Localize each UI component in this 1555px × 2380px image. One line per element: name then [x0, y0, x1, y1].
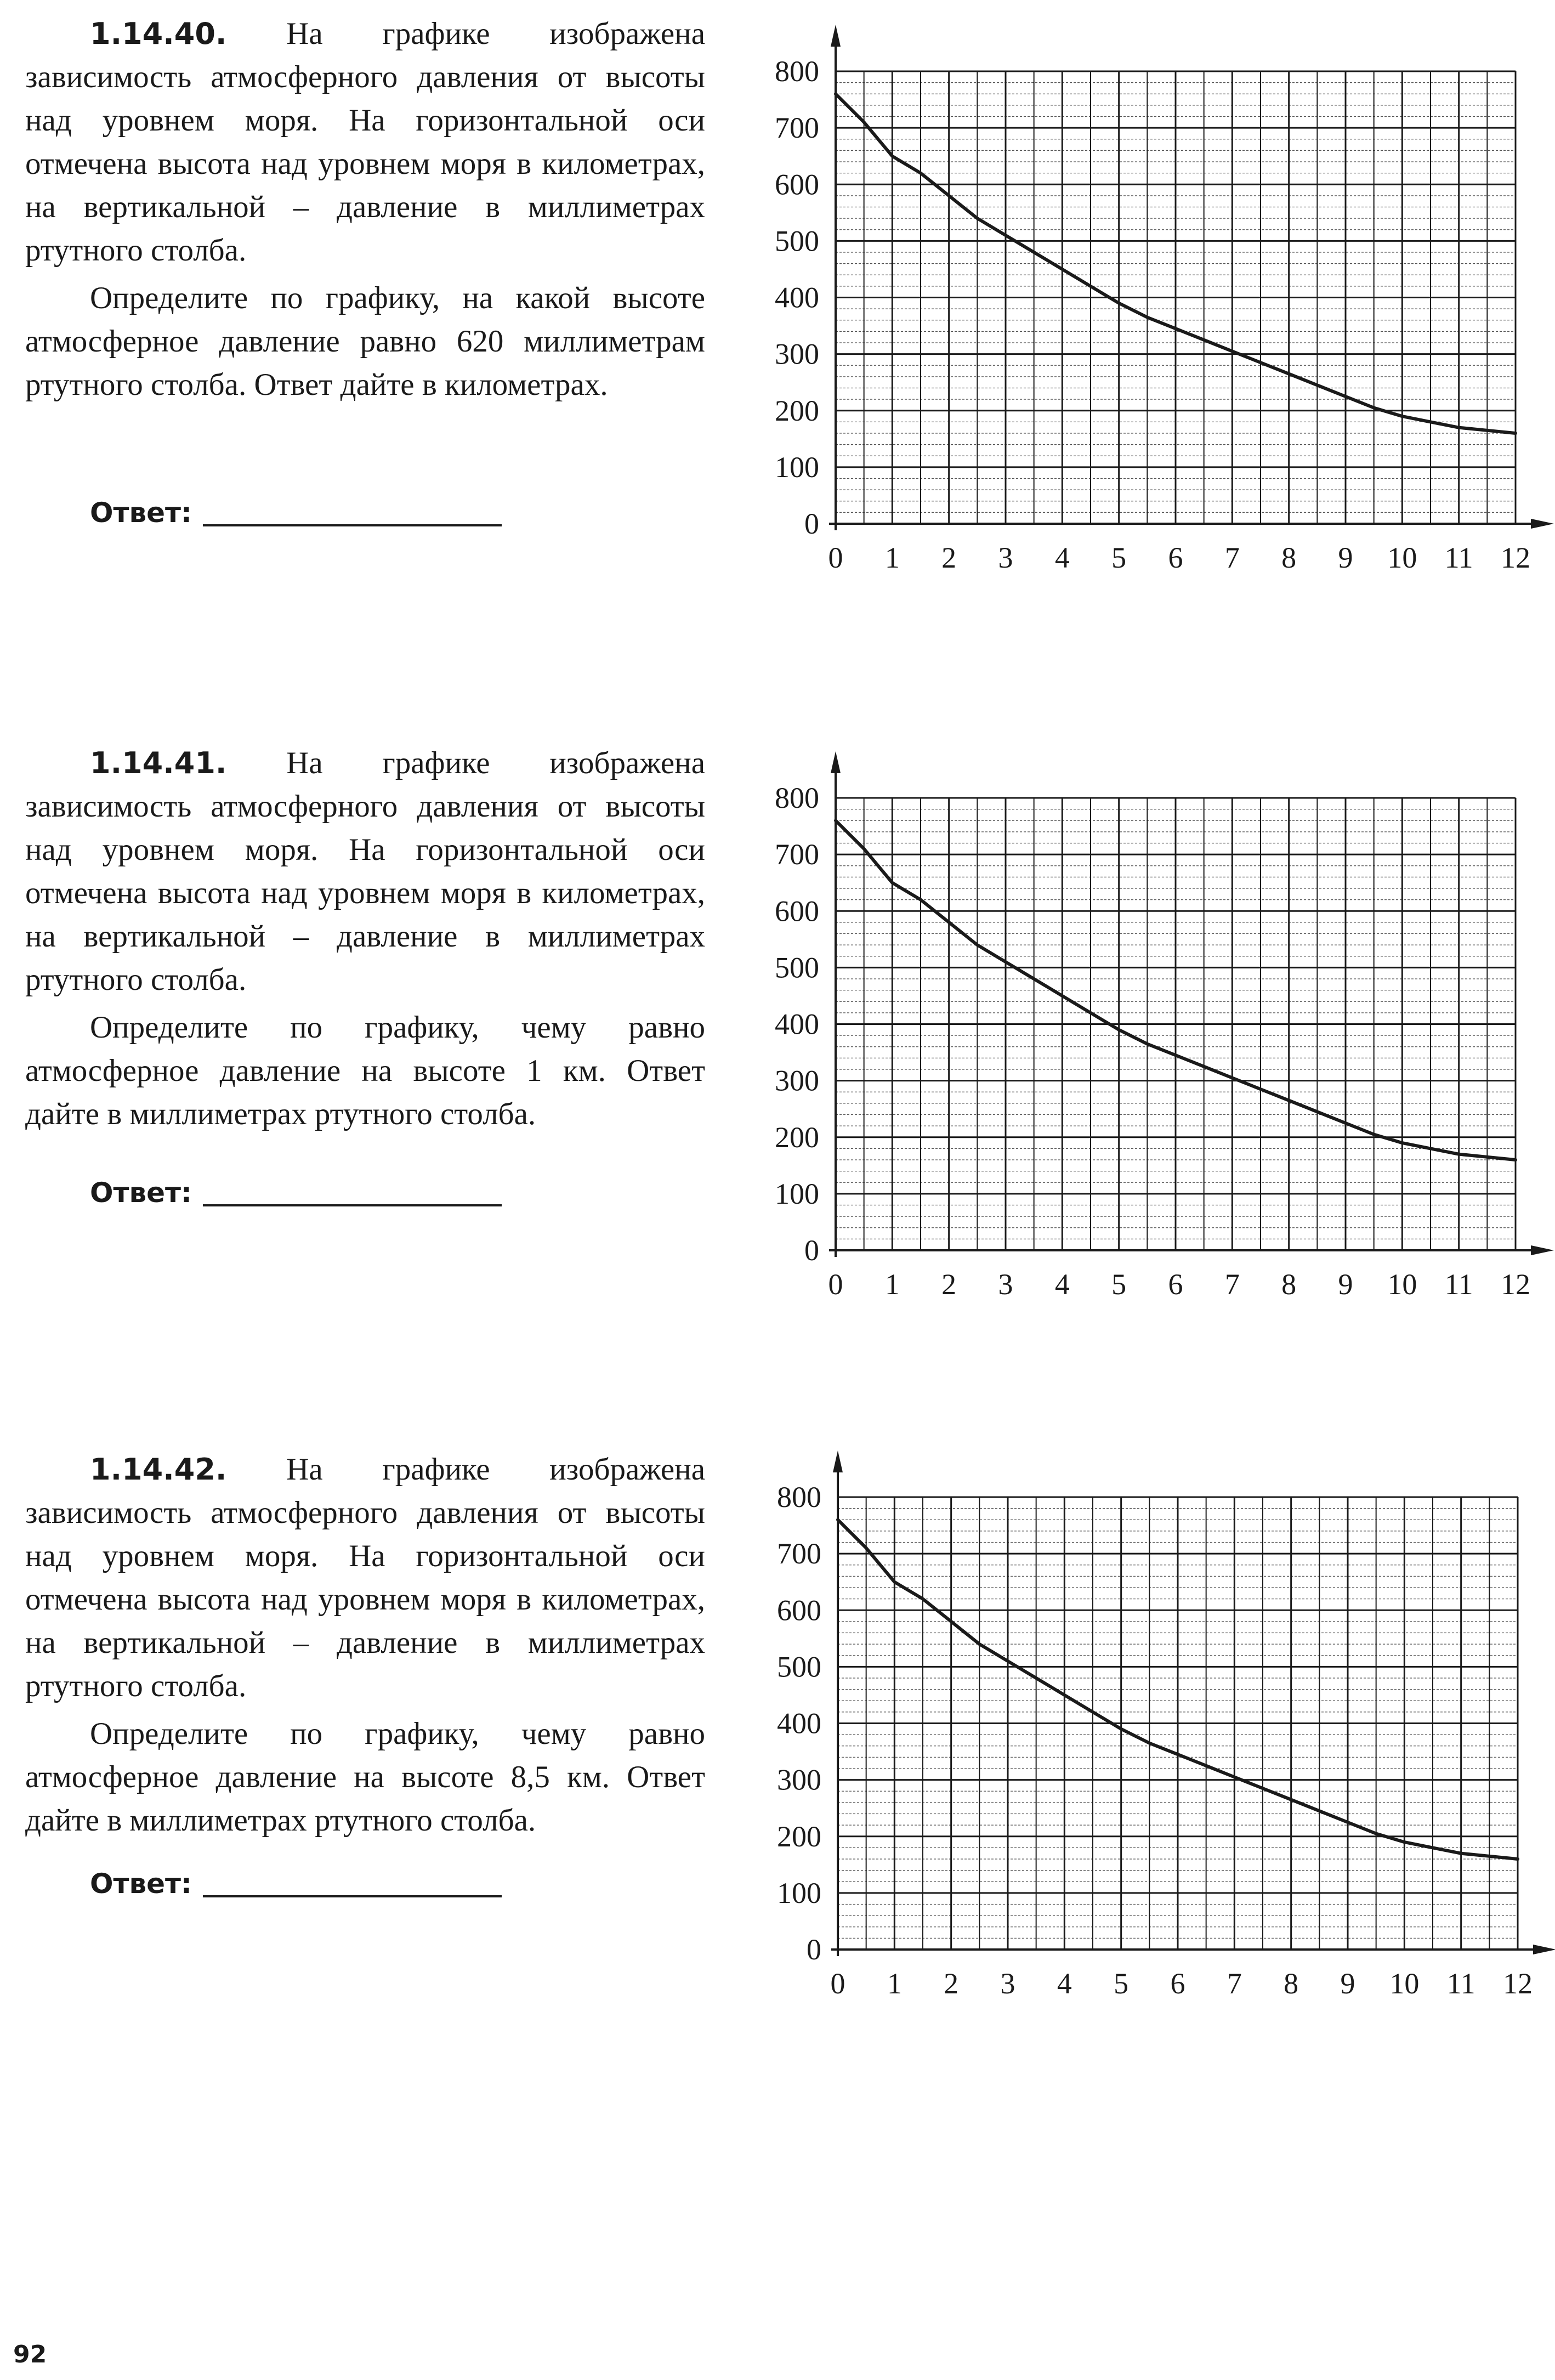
- x-tick-label: 8: [1281, 541, 1297, 574]
- x-tick-label: 2: [941, 1268, 957, 1301]
- y-tick-label: 0: [804, 507, 819, 540]
- x-tick-label: 2: [941, 541, 957, 574]
- x-tick-label: 3: [1000, 1967, 1015, 2000]
- axes: [831, 1450, 1555, 1956]
- y-tick-label: 300: [777, 1763, 821, 1797]
- x-tick-label: 4: [1054, 541, 1070, 574]
- x-tick-label: 3: [998, 1268, 1013, 1301]
- problem-2-question: Определите по графику, чему равно атмосферное давление на высоте 1 км. Ответ дайте в миллиметрах ртутного столба.: [25, 1010, 705, 1131]
- x-tick-label: 0: [828, 1268, 843, 1301]
- x-tick-label: 8: [1281, 1268, 1297, 1301]
- y-tick-label: 800: [775, 781, 819, 814]
- x-tick-label: 1: [887, 1967, 902, 2000]
- x-axis-arrow-icon: [1533, 1945, 1555, 1954]
- x-tick-label: 7: [1227, 1967, 1242, 2000]
- y-tick-label: 500: [777, 1650, 821, 1684]
- y-tick-label: 100: [775, 450, 819, 484]
- x-tick-label: 7: [1224, 541, 1240, 574]
- y-tick-label: 200: [777, 1820, 821, 1853]
- y-tick-label: 200: [775, 394, 819, 427]
- tick-labels: [777, 1481, 1533, 2000]
- y-tick-label: 100: [777, 1876, 821, 1909]
- problem-2-number: 1.14.41.: [90, 746, 227, 780]
- x-tick-label: 0: [828, 541, 843, 574]
- problem-3-question: Определите по графику, чему равно атмосферное давление на высоте 8,5 км. Ответ дайте в миллиметрах ртутного столба.: [25, 1716, 705, 1838]
- x-tick-label: 5: [1111, 541, 1127, 574]
- y-tick-label: 400: [775, 281, 819, 314]
- x-tick-label: 5: [1111, 1268, 1127, 1301]
- problem-3-intro-text: На графике изображена зависимость атмосферного давления от высоты над уровнем моря. На горизонтальной оси отмечена высота над уровнем моря в километрах, на вертикальной – давление в миллиметрах ртутного столба.: [25, 1452, 705, 1703]
- x-tick-label: 6: [1168, 1268, 1183, 1301]
- x-tick-label: 4: [1057, 1967, 1072, 2000]
- y-tick-label: 100: [775, 1177, 819, 1210]
- answer-label: Ответ:: [90, 1177, 192, 1209]
- x-tick-label: 3: [998, 541, 1013, 574]
- x-tick-label: 9: [1338, 541, 1353, 574]
- y-axis-arrow-icon: [833, 1450, 843, 1472]
- x-tick-label: 12: [1501, 1268, 1530, 1301]
- x-tick-label: 1: [884, 541, 900, 574]
- problem-1-number: 1.14.40.: [90, 16, 227, 51]
- y-tick-label: 800: [775, 55, 819, 88]
- x-tick-label: 12: [1501, 541, 1530, 574]
- y-tick-label: 700: [775, 111, 819, 145]
- x-tick-label: 9: [1340, 1967, 1355, 2000]
- y-tick-label: 600: [775, 168, 819, 201]
- x-tick-label: 7: [1224, 1268, 1240, 1301]
- grid: [838, 1497, 1518, 1950]
- x-tick-label: 8: [1284, 1967, 1299, 2000]
- x-tick-label: 10: [1387, 1268, 1417, 1301]
- y-tick-label: 500: [775, 951, 819, 984]
- y-tick-label: 600: [777, 1594, 821, 1627]
- x-tick-label: 10: [1389, 1967, 1420, 2000]
- y-tick-label: 700: [777, 1537, 821, 1571]
- problem-3-number: 1.14.42.: [90, 1452, 227, 1487]
- y-tick-label: 400: [777, 1707, 821, 1740]
- x-tick-label: 11: [1444, 1268, 1473, 1301]
- x-tick-label: 6: [1168, 541, 1183, 574]
- x-tick-label: 12: [1503, 1967, 1533, 2000]
- answer-label: Ответ:: [90, 1868, 192, 1900]
- x-tick-label: 2: [944, 1967, 959, 2000]
- y-tick-label: 300: [775, 337, 819, 371]
- x-tick-label: 4: [1054, 1268, 1070, 1301]
- problem-1-question: Определите по графику, на какой высоте атмосферное давление равно 620 миллиметрам ртутного столба. Ответ дайте в километрах.: [25, 281, 705, 402]
- answer-label: Ответ:: [90, 497, 192, 529]
- problem-2-intro-text: На графике изображена зависимость атмосферного давления от высоты над уровнем моря. На горизонтальной оси отмечена высота над уровнем моря в километрах, на вертикальной – давление в миллиметрах ртутного столба.: [25, 746, 705, 997]
- problem-1-intro-text: На графике изображена зависимость атмосферного давления от высоты над уровнем моря. На горизонтальной оси отмечена высота над уровнем моря в километрах, на вертикальной – давление в миллиметрах ртутного столба.: [25, 16, 705, 268]
- x-tick-label: 0: [830, 1967, 845, 2000]
- y-tick-label: 400: [775, 1007, 819, 1041]
- x-tick-label: 6: [1170, 1967, 1185, 2000]
- x-tick-label: 11: [1446, 1967, 1475, 2000]
- y-tick-label: 200: [775, 1120, 819, 1154]
- page-number: 92: [13, 2341, 47, 2368]
- y-tick-label: 600: [775, 894, 819, 928]
- x-tick-label: 5: [1114, 1967, 1129, 2000]
- y-tick-label: 0: [804, 1234, 819, 1267]
- x-tick-label: 10: [1387, 541, 1417, 574]
- x-tick-label: 9: [1338, 1268, 1353, 1301]
- x-tick-label: 1: [884, 1268, 900, 1301]
- y-tick-label: 0: [807, 1933, 821, 1966]
- x-tick-label: 11: [1444, 541, 1473, 574]
- y-tick-label: 300: [775, 1064, 819, 1097]
- y-tick-label: 700: [775, 838, 819, 871]
- y-tick-label: 800: [777, 1481, 821, 1514]
- y-tick-label: 500: [775, 224, 819, 258]
